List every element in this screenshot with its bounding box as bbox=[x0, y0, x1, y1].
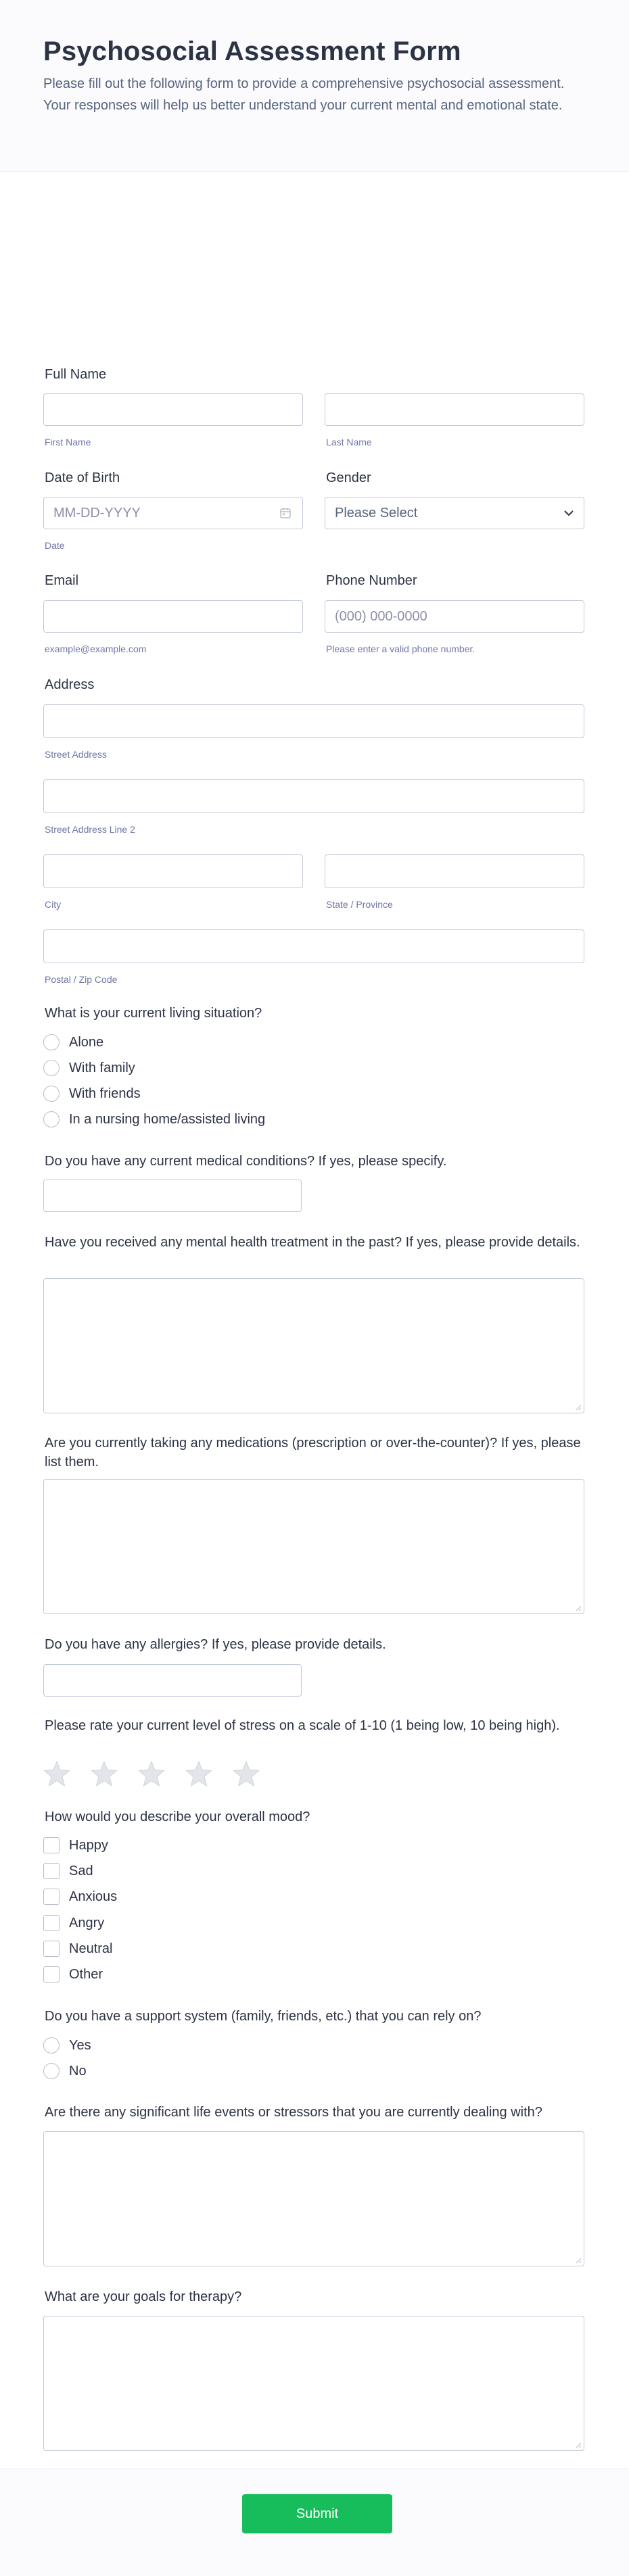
address-label: Address bbox=[45, 677, 95, 692]
living-question: What is your current living situation? bbox=[45, 1006, 262, 1021]
city-input[interactable] bbox=[43, 854, 303, 888]
full-name-label: Full Name bbox=[45, 367, 107, 382]
checkbox[interactable] bbox=[43, 1966, 60, 1983]
living-option[interactable] bbox=[43, 1058, 135, 1078]
mood-option[interactable] bbox=[43, 1887, 117, 1907]
dob-placeholder: MM-DD-YYYY bbox=[53, 506, 141, 520]
resize-handle-icon[interactable] bbox=[575, 2441, 582, 2448]
dob-sublabel: Date bbox=[45, 540, 65, 551]
option-label: Other bbox=[69, 1966, 103, 1982]
checkbox[interactable] bbox=[43, 1837, 60, 1853]
option-label: In a nursing home/assisted living bbox=[69, 1111, 266, 1127]
phone-input[interactable] bbox=[325, 600, 584, 633]
option-label: No bbox=[69, 2063, 87, 2079]
mood-option[interactable] bbox=[43, 1913, 104, 1933]
mental-health-textarea[interactable] bbox=[43, 1278, 584, 1413]
form-header bbox=[0, 0, 629, 172]
dob-label: Date of Birth bbox=[45, 470, 120, 485]
radio-button[interactable] bbox=[43, 1034, 60, 1050]
star-rating[interactable] bbox=[43, 1760, 260, 1787]
option-label: Alone bbox=[69, 1034, 104, 1050]
gender-select[interactable] bbox=[325, 497, 584, 529]
phone-sublabel: Please enter a valid phone number. bbox=[326, 643, 475, 654]
email-sublabel: example@example.com bbox=[45, 643, 147, 654]
state-sublabel: State / Province bbox=[326, 899, 393, 910]
form-description: Please fill out the following form to provide a comprehensive psychosocial assessment. Your responses will help us better understand your current mental and emotional state. bbox=[43, 76, 565, 113]
life-events-textarea[interactable] bbox=[43, 2131, 584, 2266]
email-input[interactable] bbox=[43, 600, 303, 633]
living-option[interactable] bbox=[43, 1109, 265, 1129]
medications-question: Are you currently taking any medications (prescription or over-the-counter)? If yes, please list them. bbox=[45, 1436, 581, 1469]
support-option[interactable] bbox=[43, 2035, 91, 2056]
goals-textarea[interactable] bbox=[43, 2316, 584, 2451]
gender-label: Gender bbox=[326, 470, 371, 485]
phone-label: Phone Number bbox=[326, 573, 417, 588]
state-input[interactable] bbox=[325, 854, 584, 888]
option-label: Yes bbox=[69, 2037, 91, 2053]
option-label: Angry bbox=[69, 1915, 105, 1930]
support-option[interactable] bbox=[43, 2061, 87, 2081]
life-events-question: Are there any significant life events or stressors that you are currently dealing with? bbox=[45, 2105, 542, 2120]
allergies-input[interactable] bbox=[43, 1664, 302, 1697]
postal-sublabel: Postal / Zip Code bbox=[45, 974, 118, 985]
radio-button[interactable] bbox=[43, 1111, 60, 1127]
street-address-2-input[interactable] bbox=[43, 779, 584, 813]
email-label: Email bbox=[45, 573, 79, 588]
phone-placeholder: (000) 000-0000 bbox=[335, 609, 427, 624]
medical-input[interactable] bbox=[43, 1180, 302, 1212]
medications-textarea[interactable] bbox=[43, 1479, 584, 1614]
mental-health-question: Have you received any mental health treatment in the past? If yes, please provide details. bbox=[45, 1235, 580, 1250]
checkbox[interactable] bbox=[43, 1941, 60, 1957]
checkbox[interactable] bbox=[43, 1915, 60, 1931]
support-question: Do you have a support system (family, friends, etc.) that you can rely on? bbox=[45, 2009, 482, 2024]
allergies-question: Do you have any allergies? If yes, please provide details. bbox=[45, 1637, 386, 1652]
street-address-input[interactable] bbox=[43, 704, 584, 738]
postal-input[interactable] bbox=[43, 929, 584, 963]
star-icon[interactable] bbox=[91, 1760, 118, 1787]
form-title: Psychosocial Assessment Form bbox=[43, 37, 461, 66]
first-name-sublabel: First Name bbox=[45, 437, 91, 447]
option-label: With friends bbox=[69, 1086, 141, 1101]
radio-button[interactable] bbox=[43, 1086, 60, 1102]
living-option[interactable] bbox=[43, 1032, 103, 1052]
mood-option[interactable] bbox=[43, 1964, 103, 1985]
mood-question: How would you describe your overall mood? bbox=[45, 1809, 310, 1824]
gender-selected: Please Select bbox=[335, 506, 418, 520]
medical-question: Do you have any current medical conditions? If yes, please specify. bbox=[45, 1154, 447, 1169]
checkbox[interactable] bbox=[43, 1863, 60, 1879]
resize-handle-icon[interactable] bbox=[575, 1605, 582, 1611]
radio-button[interactable] bbox=[43, 2063, 60, 2079]
checkbox[interactable] bbox=[43, 1889, 60, 1905]
star-icon[interactable] bbox=[43, 1760, 70, 1787]
option-label: Sad bbox=[69, 1863, 93, 1878]
dob-input[interactable] bbox=[43, 497, 303, 529]
living-option[interactable] bbox=[43, 1084, 141, 1104]
star-icon[interactable] bbox=[233, 1760, 260, 1787]
mood-option[interactable] bbox=[43, 1939, 112, 1959]
resize-handle-icon[interactable] bbox=[575, 1404, 582, 1411]
option-label: Happy bbox=[69, 1837, 108, 1853]
city-sublabel: City bbox=[45, 899, 62, 910]
option-label: Neutral bbox=[69, 1941, 113, 1956]
last-name-input[interactable] bbox=[325, 393, 584, 426]
form-footer bbox=[0, 2469, 629, 2576]
option-label: With family bbox=[69, 1060, 135, 1075]
street-address-sublabel: Street Address bbox=[45, 749, 107, 760]
goals-question: What are your goals for therapy? bbox=[45, 2289, 242, 2304]
radio-button[interactable] bbox=[43, 1060, 60, 1076]
mood-option[interactable] bbox=[43, 1835, 108, 1855]
star-icon[interactable] bbox=[185, 1760, 212, 1787]
street-address-2-sublabel: Street Address Line 2 bbox=[45, 824, 135, 835]
calendar-icon[interactable] bbox=[279, 507, 292, 523]
radio-button[interactable] bbox=[43, 2037, 60, 2053]
star-icon[interactable] bbox=[138, 1760, 165, 1787]
mood-option[interactable] bbox=[43, 1861, 93, 1881]
resize-handle-icon[interactable] bbox=[575, 2257, 582, 2264]
first-name-input[interactable] bbox=[43, 393, 303, 426]
chevron-down-icon bbox=[563, 508, 574, 520]
stress-question: Please rate your current level of stress on a scale of 1-10 (1 being low, 10 being high). bbox=[45, 1718, 560, 1733]
option-label: Anxious bbox=[69, 1889, 118, 1904]
submit-button[interactable]: Submit bbox=[242, 2494, 392, 2533]
last-name-sublabel: Last Name bbox=[326, 437, 372, 447]
